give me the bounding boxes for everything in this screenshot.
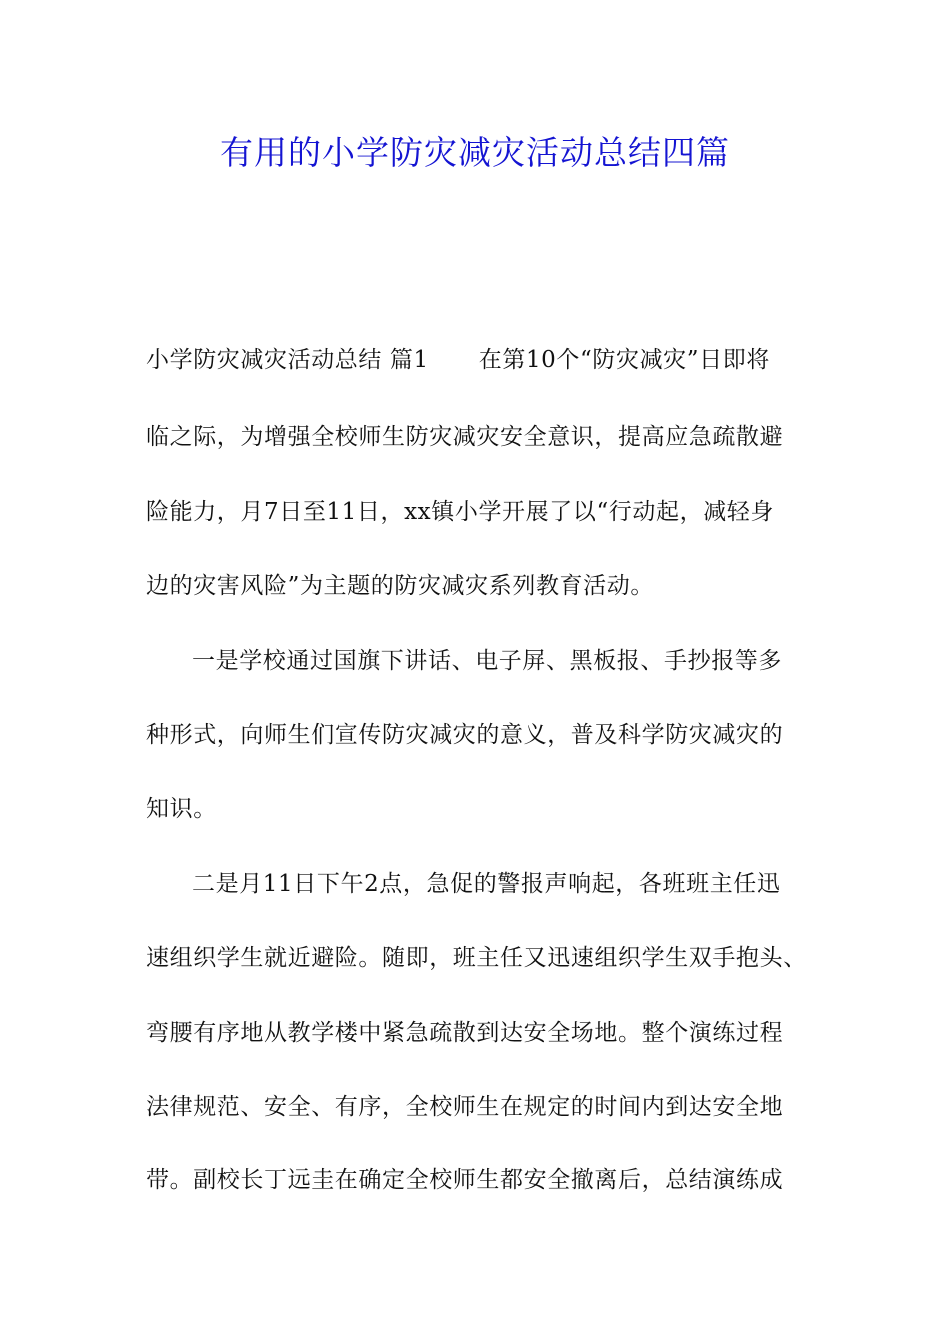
- paragraph-line: 临之际，为增强全校师生防灾减灾安全意识，提高应急疏散避: [146, 424, 784, 450]
- paragraph-line: 弯腰有序地从教学楼中紧急疏散到达安全场地。整个演练过程: [146, 1020, 784, 1046]
- paragraph-line: 带。副校长丁远圭在确定全校师生都安全撤离后，总结演练成: [146, 1167, 784, 1193]
- section-heading: 小学防灾减灾活动总结 篇1: [146, 347, 429, 373]
- paragraph-line: 二是月11日下午2点，急促的警报声响起，各班班主任迅: [192, 871, 781, 897]
- paragraph-line: 法律规范、安全、有序，全校师生在规定的时间内到达安全地: [146, 1094, 784, 1120]
- paragraph-line: 速组织学生就近避险。随即，班主任又迅速组织学生双手抱头、: [146, 945, 807, 971]
- paragraph-line: 种形式，向师生们宣传防灾减灾的意义，普及科学防灾减灾的: [146, 722, 784, 748]
- document-title: 有用的小学防灾减灾活动总结四篇: [220, 133, 730, 172]
- line-text: 在第10个“防灾减灾”日即将: [478, 347, 770, 373]
- paragraph-line: 边的灾害风险”为主题的防灾减灾系列教育活动。: [146, 573, 654, 599]
- paragraph-line: [146, 340, 826, 380]
- paragraph-line: 险能力，月7日至11日，xx镇小学开展了以“行动起，减轻身: [146, 499, 775, 525]
- paragraph-line: 一是学校通过国旗下讲话、电子屏、黑板报、手抄报等多: [192, 648, 782, 674]
- paragraph-line: 知识。: [146, 796, 217, 822]
